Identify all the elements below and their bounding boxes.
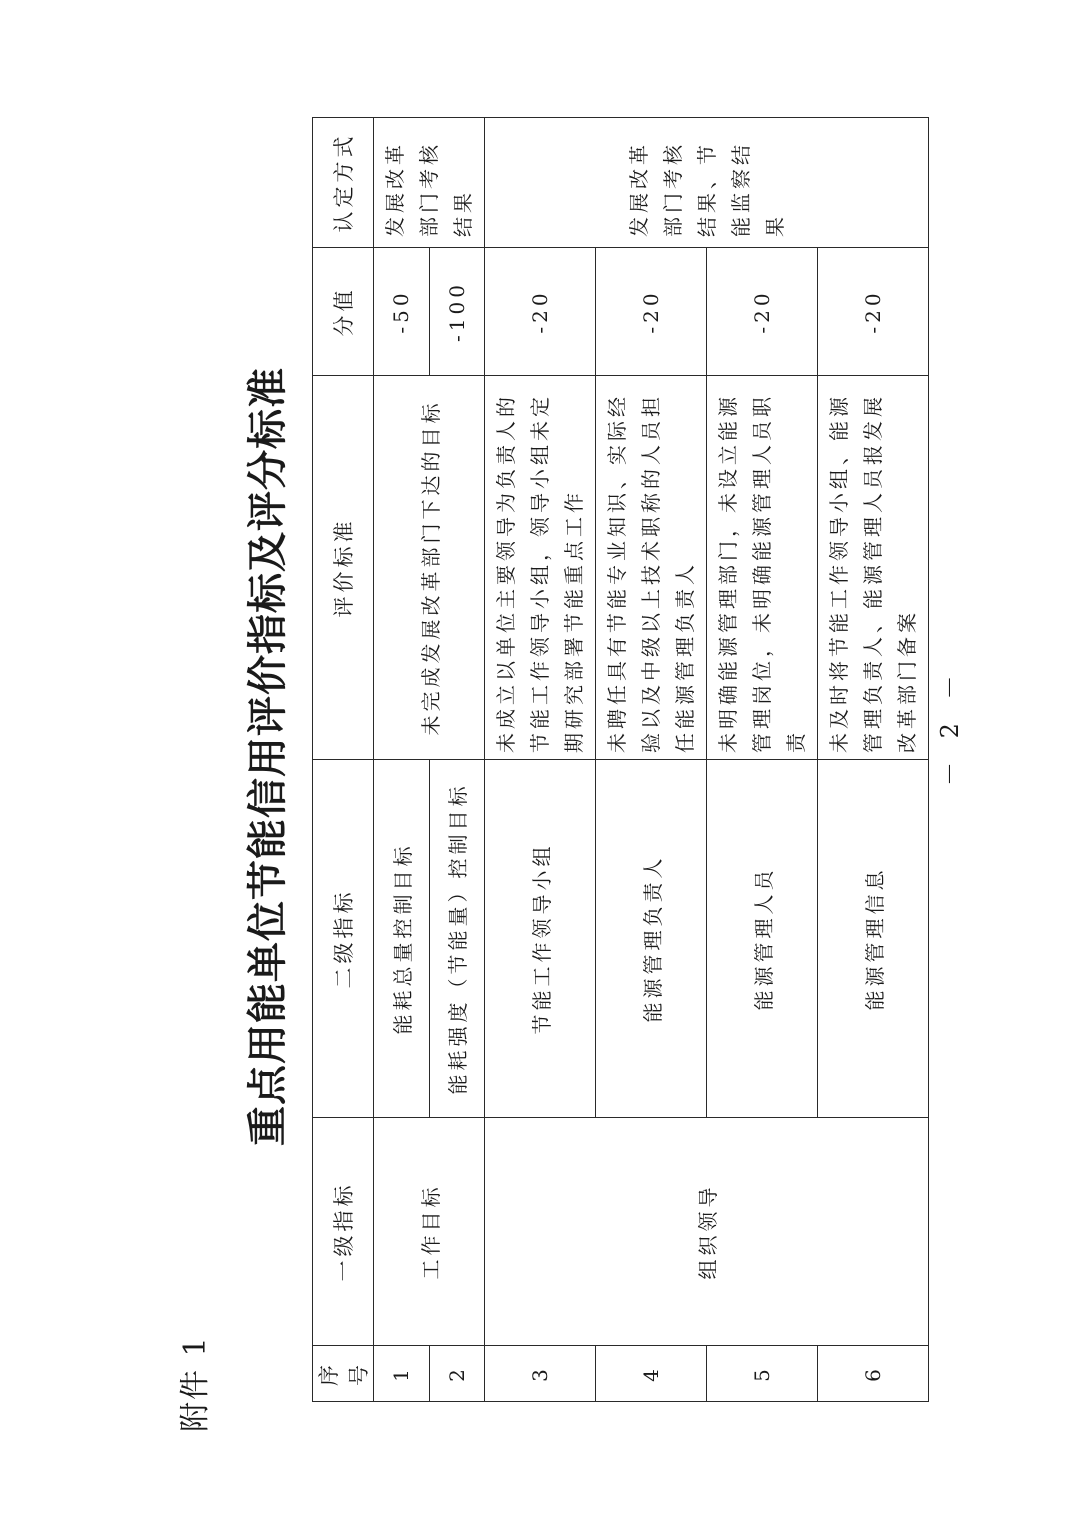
method-1: 发展改革部门考核结果	[374, 118, 485, 248]
page-number: － 2 －	[936, 667, 964, 786]
row-1-indicator: 能耗总量控制目标	[374, 760, 430, 1118]
row-6-criteria: 未及时将节能工作领导小组、能源管理负责人、能源管理人员报发展改革部门备案	[818, 376, 929, 760]
row-3-indicator: 节能工作领导小组	[485, 760, 596, 1118]
row-4-criteria: 未聘任具有节能专业知识、实际经验以及中级以上技术职称的人员担任能源管理负责人	[596, 376, 707, 760]
shared-criteria-1-2: 未完成发展改革部门下达的目标	[374, 376, 485, 760]
header-method: 认定方式	[313, 118, 374, 248]
attachment-label: 附件 1	[178, 1335, 213, 1432]
row-4-no: 4	[596, 1346, 707, 1402]
table-header-row	[313, 118, 374, 1402]
row-5-score: -20	[707, 248, 818, 376]
row-4-score: -20	[596, 248, 707, 376]
row-3-criteria: 未成立以单位主要领导为负责人的节能工作领导小组，领导小组未定期研究部署节能重点工作	[485, 376, 596, 760]
header-level1: 一级指标	[313, 1118, 374, 1346]
document-title: 重点用能单位节能信用评价指标及评分标准	[244, 367, 291, 1146]
group-work-target: 工作目标	[374, 1118, 485, 1346]
header-criteria: 评价标准	[313, 376, 374, 760]
group-org-leadership: 组织领导	[485, 1118, 929, 1346]
header-level2: 二级指标	[313, 760, 374, 1118]
row-6-no: 6	[818, 1346, 929, 1402]
table-row	[485, 118, 596, 1402]
criteria-table	[312, 117, 929, 1402]
row-3-no: 3	[485, 1346, 596, 1402]
row-5-criteria: 未明确能源管理部门，未设立能源管理岗位，未明确能源管理人员职责	[707, 376, 818, 760]
row-4-indicator: 能源管理负责人	[596, 760, 707, 1118]
method-2: 发展改革部门考核结果、节能监察结果	[485, 118, 929, 248]
row-6-score: -20	[818, 248, 929, 376]
header-score: 分值	[313, 248, 374, 376]
row-1-score: -50	[374, 248, 430, 376]
row-6-indicator: 能源管理信息	[818, 760, 929, 1118]
row-5-indicator: 能源管理人员	[707, 760, 818, 1118]
row-2-no: 2	[429, 1346, 485, 1402]
header-no: 序号	[313, 1346, 374, 1402]
row-2-indicator: 能耗强度（节能量）控制目标	[429, 760, 485, 1118]
row-5-no: 5	[707, 1346, 818, 1402]
row-3-score: -20	[485, 248, 596, 376]
row-2-score: -100	[429, 248, 485, 376]
row-1-no: 1	[374, 1346, 430, 1402]
table-row	[374, 118, 430, 1402]
